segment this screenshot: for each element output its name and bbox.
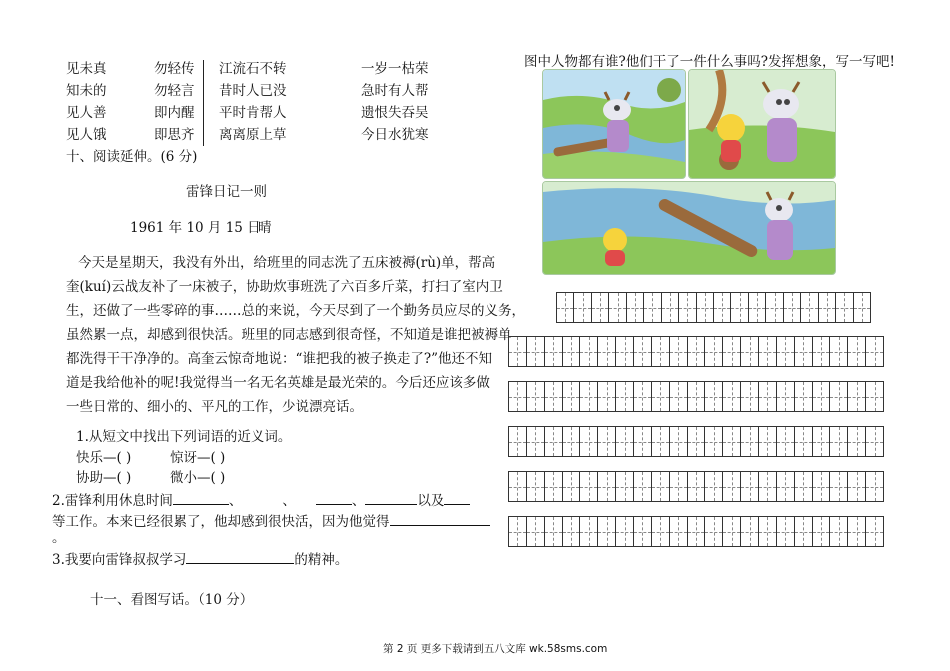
writing-grid-row[interactable] [508, 516, 884, 547]
idiom-c3-r2: 昔时人已没 [219, 83, 287, 99]
question-2: 2.雷锋利用休息时间 、 、 、 以及 [52, 490, 470, 510]
q2-blank-2[interactable] [316, 490, 352, 505]
idiom-c4-r3: 遗恨失吞吴 [361, 105, 429, 121]
picture-panel-1 [542, 69, 686, 179]
writing-grid-row[interactable] [508, 471, 884, 502]
paragraph-line: 生，还做了一些零碎的事……总的来说，今天尽到了一个勤务员应尽的义务， [66, 303, 525, 319]
idiom-c3-r3: 平时肯帮人 [219, 105, 287, 121]
question-2-line2: 等工作。本来已经很累了，他却感到很快活，因为他觉得 [52, 511, 490, 531]
writing-grid-row[interactable] [556, 292, 871, 323]
writing-prompt: 图中人物都有谁?他们干了一件什么事吗?发挥想象，写一写吧! [524, 54, 895, 70]
question-3: 3.我要向雷锋叔叔学习 的精神。 [52, 549, 348, 569]
idiom-c1-r1: 见未真 [66, 61, 107, 77]
idiom-c4-r4: 今日水犹寒 [361, 127, 429, 143]
paragraph-line: 今天是星期天，我没有外出，给班里的同志洗了五床被褥(rù)单，帮高 [78, 255, 496, 271]
idiom-c1-r3: 见人善 [66, 105, 107, 121]
article-weather: 晴 [258, 220, 272, 236]
idiom-c2-r3: 即内醒 [154, 105, 195, 121]
q2-gap [242, 491, 282, 505]
article-title: 雷锋日记一则 [186, 184, 267, 200]
page-footer: 第 2 页 更多下载请到五八文库 wk.58sms.com [383, 643, 608, 655]
q3-blank[interactable] [186, 549, 294, 564]
q2-blank-4[interactable] [444, 490, 470, 505]
q2-prefix: 2.雷锋利用休息时间 [52, 493, 173, 509]
idiom-c3-r4: 离离原上草 [219, 127, 287, 143]
q1-item: 惊讶—( ) [170, 450, 226, 466]
idiom-c4-r2: 急时有人帮 [361, 83, 429, 99]
section10-heading: 十、阅读延伸。(6 分) [66, 149, 198, 165]
writing-grid-row[interactable] [508, 381, 884, 412]
idiom-c2-r2: 勿轻言 [154, 83, 195, 99]
question-1: 1.从短文中找出下列词语的近义词。 [76, 429, 292, 445]
paragraph-line: 奎(kuí)云战友补了一床被子，协助炊事班洗了六百多斤菜，打扫了室内卫 [66, 279, 503, 295]
idiom-c2-r4: 即思齐 [154, 127, 195, 143]
article-date: 1961 年 10 月 15 日 [130, 220, 261, 236]
writing-grid-row[interactable] [508, 426, 884, 457]
scene-illustration-2 [689, 70, 835, 178]
paragraph-line: 一些日常的、细小的、平凡的工作，少说漂亮话。 [66, 399, 363, 415]
picture-panel-2 [688, 69, 836, 179]
idiom-c1-r4: 见人饿 [66, 127, 107, 143]
idiom-c3-r1: 江流石不转 [219, 61, 287, 77]
idiom-c2-r1: 勿轻传 [154, 61, 195, 77]
q2-gap [296, 491, 316, 505]
scene-illustration-3 [543, 182, 835, 274]
q1-item: 微小—( ) [170, 470, 226, 486]
idiom-divider [203, 60, 204, 146]
scene-illustration-1 [543, 70, 685, 178]
q2-blank-reason[interactable] [390, 511, 490, 526]
q1-item: 协助—( ) [76, 470, 132, 486]
q1-item: 快乐—( ) [76, 450, 132, 466]
q2-blank-1[interactable] [173, 490, 229, 505]
paragraph-line: 都洗得干干净净的。高奎云惊奇地说：“谁把我的被子换走了?”他还不知 [66, 351, 493, 367]
idiom-c4-r1: 一岁一枯荣 [361, 61, 429, 77]
section11-heading: 十一、看图写话。（10 分） [90, 592, 254, 608]
paragraph-line: 道是我给他补的呢!我觉得当一名无名英雄是最光荣的。今后还应该多做 [66, 375, 490, 391]
q2-blank-3[interactable] [365, 490, 417, 505]
paragraph-line: 虽然累一点，却感到很快活。班里的同志感到很奇怪，不知道是谁把被褥单 [66, 327, 512, 343]
writing-grid-row[interactable] [508, 336, 884, 367]
idiom-c1-r2: 知未的 [66, 83, 107, 99]
question-2-line3: 。 [52, 530, 66, 546]
picture-panel-3 [542, 181, 836, 275]
